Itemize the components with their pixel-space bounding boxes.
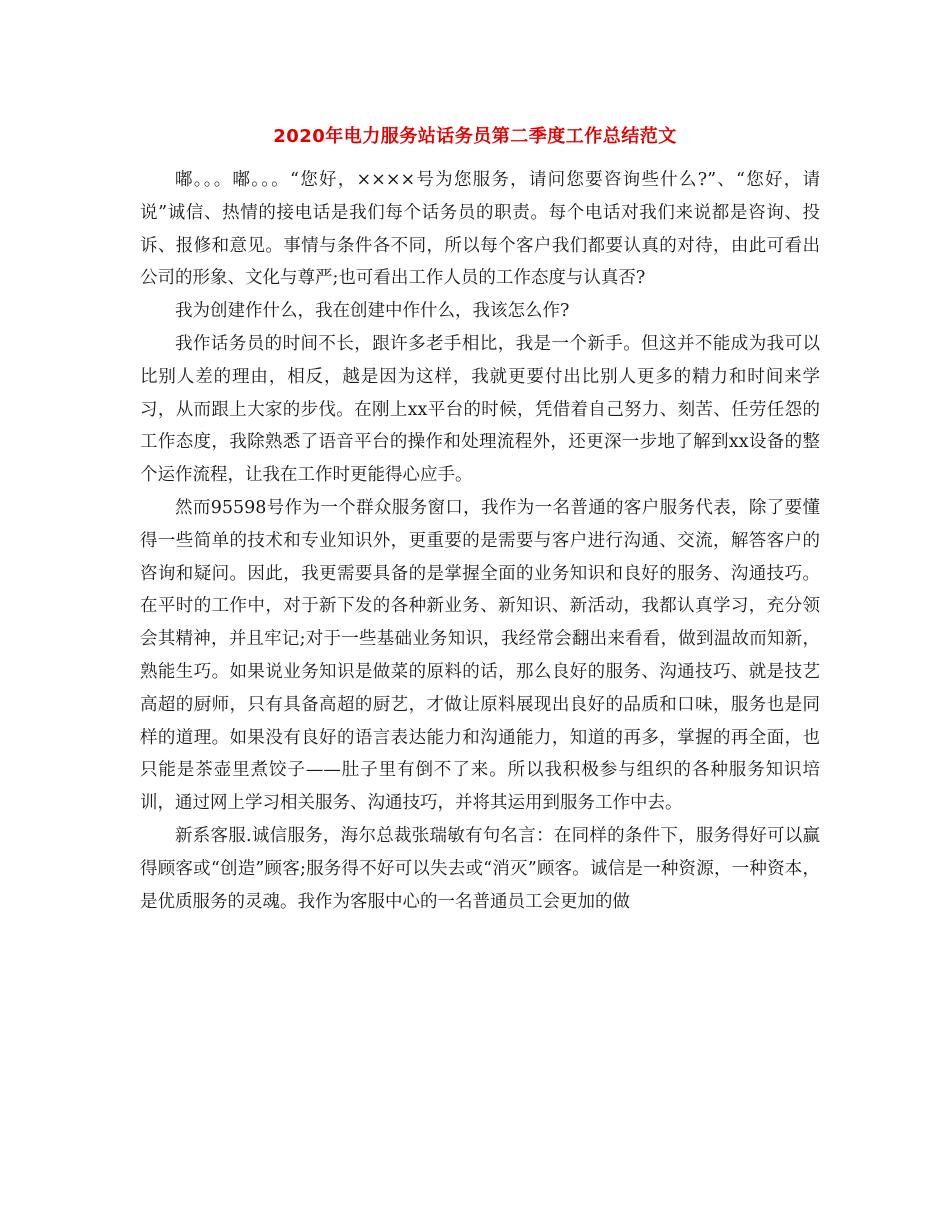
document-body [140,164,820,918]
paragraph-1: 嘟。。。嘟。。。“您好，××××号为您服务，请问您要咨询些什么?”、“您好，请说”诚信、热情的接电话是我们每个话务员的职责。每个电话对我们来说都是咨询、投诉、报修和意见。事情与条件各不同，所以每个客户我们都要认真的对待，由此可看出公司的形象、文化与尊严;也可看出工作人员的工作态度与认真否? [140,170,820,289]
paragraph-3: 我作话务员的时间不长，跟许多老手相比，我是一个新手。但这并不能成为我可以比别人差的理由，相反，越是因为这样，我就更要付出比别人更多的精力和时间来学习，从而跟上大家的步伐。在刚上xx平台的时候，凭借着自己努力、刻苦、任劳任怨的工作态度，我除熟悉了语音平台的操作和处理流程外，还更深一步地了解到xx设备的整个运作流程，让我在工作时更能得心应手。 [140,333,820,486]
paragraph-5: 新系客服.诚信服务，海尔总裁张瑞敏有句名言：在同样的条件下，服务得好可以赢得顾客或“创造”顾客;服务得不好可以失去或“消灭”顾客。诚信是一种资源，一种资本，是优质服务的灵魂。我作为客服中心的一名普通员工会更加的做 [140,825,820,912]
paragraph-4: 然而95598号作为一个群众服务窗口，我作为一名普通的客户服务代表，除了要懂得一些简单的技术和专业知识外，更重要的是需要与客户进行沟通、交流，解答客户的咨询和疑问。因此，我更需要具备的是掌握全面的业务知识和良好的服务、沟通技巧。在平时的工作中，对于新下发的各种新业务、新知识、新活动，我都认真学习，充分领会其精神，并且牢记;对于一些基础业务知识，我经常会翻出来看看，做到温故而知新，熟能生巧。如果说业务知识是做菜的原料的话，那么良好的服务、沟通技巧、就是技艺高超的厨师，只有具备高超的厨艺，才做让原料展现出良好的品质和口味，服务也是同样的道理。如果没有良好的语言表达能力和沟通能力，知道的再多，掌握的再全面，也只能是茶壶里煮饺子——肚子里有倒不了来。所以我积极参与组织的各种服务知识培训，通过网上学习相关服务、沟通技巧，并将其运用到服务工作中去。 [140,497,820,814]
paragraph-2: 我为创建作什么，我在创建中作什么，我该怎么作? [175,301,570,322]
document-title: 2020年电力服务站话务员第二季度工作总结范文 [273,126,677,147]
